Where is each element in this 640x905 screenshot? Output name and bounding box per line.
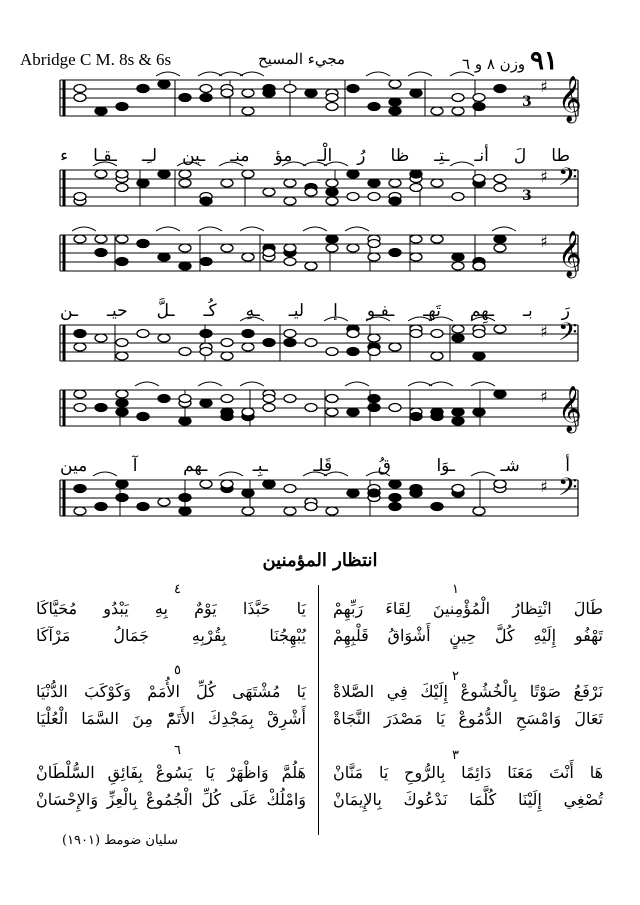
note-head [74, 390, 86, 398]
note-head [242, 107, 254, 115]
note-head [326, 94, 338, 102]
slur [156, 72, 180, 76]
note-head [221, 339, 233, 347]
note-head [242, 489, 254, 497]
note-head [95, 334, 107, 342]
note-head [410, 253, 422, 261]
note-head [179, 179, 191, 187]
note-head [347, 330, 359, 338]
note-head [95, 170, 107, 178]
note-head [494, 175, 506, 183]
note-head [410, 89, 422, 97]
note-head [95, 107, 107, 115]
note-head [431, 235, 443, 243]
clef-icon: 𝄢 [558, 318, 578, 353]
note-head [305, 339, 317, 347]
slur [72, 227, 96, 231]
slur [408, 72, 432, 76]
note-head [221, 89, 233, 97]
lyric-syllable: ـقـا [93, 146, 117, 166]
lyric-syllable: آ [132, 456, 138, 476]
lyric-line-3 [60, 456, 570, 476]
lyric-syllable: ـفـو [366, 301, 395, 321]
lyric-syllable: رُ [357, 146, 366, 166]
note-head [284, 395, 296, 403]
note-head [452, 262, 464, 270]
note-head [200, 399, 212, 407]
note-head [284, 85, 296, 93]
time-signature-icon: 3 [522, 188, 532, 204]
note-head [389, 179, 401, 187]
key-signature-sharp-icon: ♯ [540, 477, 548, 496]
note-head [284, 258, 296, 266]
lyric-syllable: إ [333, 301, 338, 321]
note-head [347, 408, 359, 416]
note-head [389, 343, 401, 351]
note-head [242, 170, 254, 178]
note-head [158, 334, 170, 342]
note-head [305, 262, 317, 270]
note-head [410, 235, 422, 243]
note-head [326, 507, 338, 515]
lyric-line-1 [60, 146, 570, 166]
key-signature-sharp-icon: ♯ [540, 387, 548, 406]
note-head [242, 253, 254, 261]
verse-2 [333, 678, 603, 732]
note-head [452, 485, 464, 493]
note-head [473, 262, 485, 270]
note-head [179, 494, 191, 502]
lyric-syllable: أ [565, 456, 570, 476]
note-head [116, 352, 128, 360]
note-head [347, 193, 359, 201]
verse-line: أَشْرِقْ بِمَجْدِكَ الأَتَمّْ مِنَ السَّمَا الْعُلْيَا [36, 709, 306, 728]
note-head [347, 348, 359, 356]
note-head [200, 330, 212, 338]
verse-line: نَرْفَعُ صَوْتًا بِالْخُشُوعْ إِلَيْكَ فِي الصَّلاةْ [333, 682, 603, 701]
note-head [284, 330, 296, 338]
clef-icon: 𝄞 [558, 76, 582, 122]
lyric-syllable: مين [60, 456, 88, 476]
note-head [410, 330, 422, 338]
verse-5 [36, 678, 306, 732]
verse-number-6: ٦ [174, 743, 181, 758]
note-head [242, 343, 254, 351]
lyric-syllable: ـتِـ [434, 146, 450, 166]
verse-number-3: ٣ [452, 748, 459, 763]
note-head [74, 235, 86, 243]
note-head [179, 395, 191, 403]
note-head [95, 249, 107, 257]
note-head [431, 179, 443, 187]
note-head [116, 494, 128, 502]
note-head [326, 348, 338, 356]
note-head [284, 507, 296, 515]
note-head [389, 404, 401, 412]
lyric-syllable: رَ [561, 301, 570, 321]
slur [135, 382, 159, 386]
note-head [74, 330, 86, 338]
note-head [137, 330, 149, 338]
time-signature-icon: 3 [522, 94, 532, 110]
lyric-syllable: الْـ [317, 146, 333, 166]
verse-line: هَلُمَّ وَاظْهَرْ يَا يَسُوعْ بِفَائِقِ السُّلْطَانْ [36, 763, 306, 782]
note-head [179, 262, 191, 270]
note-head [179, 417, 191, 425]
verse-number-4: ٤ [174, 582, 181, 597]
note-head [326, 188, 338, 196]
note-head [263, 480, 275, 488]
key-signature-sharp-icon: ♯ [540, 77, 548, 96]
verse-line: تُصْغِي إِلَيْنَا كُلَّمَا نَدْعُوكَ بِالإِيمَانْ [333, 790, 603, 809]
lyric-syllable: حيـ [107, 301, 128, 321]
note-head [473, 94, 485, 102]
note-head [431, 330, 443, 338]
note-head [200, 85, 212, 93]
note-head [158, 498, 170, 506]
note-head [410, 413, 422, 421]
note-head [494, 390, 506, 398]
slur [240, 72, 264, 76]
note-head [326, 103, 338, 111]
note-head [74, 193, 86, 201]
note-head [452, 325, 464, 333]
lyric-syllable: ـن [60, 301, 78, 321]
hymn-title: مجيء المسيح [258, 50, 346, 68]
verse-line: يَا مُشْتَهَى كُلِّ الأُمَمْ وَكَوْكَبَ الدُّنْيَا [36, 682, 306, 701]
note-head [494, 244, 506, 252]
note-head [431, 107, 443, 115]
slur [345, 227, 369, 231]
lyric-syllable: ـهِم [469, 301, 494, 321]
note-head [452, 94, 464, 102]
note-head [473, 507, 485, 515]
slur [408, 382, 432, 386]
note-head [242, 330, 254, 338]
note-head [116, 170, 128, 178]
note-head [326, 244, 338, 252]
note-head [473, 408, 485, 416]
note-head [452, 417, 464, 425]
note-head [179, 507, 191, 515]
note-head [116, 184, 128, 192]
note-head [137, 179, 149, 187]
note-head [242, 89, 254, 97]
note-head [284, 197, 296, 205]
note-head [305, 503, 317, 511]
note-head [200, 480, 212, 488]
lyric-syllable: قَلـ [313, 456, 333, 476]
note-head [221, 352, 233, 360]
note-head [326, 197, 338, 205]
note-head [74, 85, 86, 93]
note-head [326, 408, 338, 416]
note-head [305, 89, 317, 97]
note-head [116, 103, 128, 111]
note-head [305, 188, 317, 196]
note-head [179, 244, 191, 252]
clef-icon: 𝄞 [558, 386, 582, 432]
note-head [242, 408, 254, 416]
note-head [326, 395, 338, 403]
section-title: انتظار المؤمنين [262, 550, 378, 571]
note-head [410, 489, 422, 497]
lyric-syllable: بـ [523, 301, 533, 321]
note-head [221, 413, 233, 421]
verse-number-1: ١ [452, 582, 459, 597]
note-head [347, 489, 359, 497]
note-head [284, 244, 296, 252]
slur [303, 227, 327, 231]
note-head [347, 244, 359, 252]
note-head [368, 395, 380, 403]
verse-line: تَعَالَ وَامْسَحِ الدُّمُوعْ يَا مَصْدَرَ النَّجَاةْ [333, 709, 603, 728]
note-head [158, 395, 170, 403]
verse-line: يَا حَبَّذَا يَوْمٌ بِهِ يَبْدُو مُحَيَّاكَا [36, 599, 306, 618]
note-head [410, 184, 422, 192]
note-head [347, 170, 359, 178]
note-head [95, 235, 107, 243]
note-head [221, 480, 233, 488]
lyric-syllable: لـِـ [141, 146, 158, 166]
note-head [179, 348, 191, 356]
note-head [263, 89, 275, 97]
lyric-syllable: ظا [390, 146, 410, 166]
verse-line: هَا أَنْتَ مَعَنَا دَائِمًا بِالرُّوحِ يَا مَنَّانْ [333, 763, 603, 782]
note-head [74, 485, 86, 493]
note-head [431, 503, 443, 511]
verse-1 [333, 595, 603, 649]
note-head [326, 179, 338, 187]
note-head [368, 404, 380, 412]
note-head [431, 352, 443, 360]
verse-line: يُبْهِجُنَا بِقُرْبِهِ جَمَالُ مَرْآكَا [36, 626, 306, 645]
verse-line: طَالَ انْتِظارُ الْمُؤْمِنينَ لِقَاءَ رَبِّهِمْ [333, 599, 603, 618]
note-head [179, 94, 191, 102]
lyric-syllable: ـين [182, 146, 206, 166]
note-head [326, 235, 338, 243]
note-head [200, 258, 212, 266]
slur [156, 227, 180, 231]
note-head [452, 193, 464, 201]
note-head [221, 244, 233, 252]
lyric-syllable: ـبِـ [252, 456, 268, 476]
note-head [410, 170, 422, 178]
verse-4 [36, 595, 306, 649]
meter-arabic: وزن ٨ و ٦ [462, 55, 526, 73]
tune-meter: Abridge C M. 8s & 6s [20, 50, 172, 69]
note-head [263, 395, 275, 403]
lyric-syllable: ـوَا [436, 456, 455, 476]
note-head [200, 94, 212, 102]
lyric-syllable: منـ [230, 146, 250, 166]
note-head [95, 503, 107, 511]
note-head [137, 503, 149, 511]
note-head [284, 485, 296, 493]
verse-number-5: ٥ [174, 663, 181, 678]
slur [366, 72, 390, 76]
note-head [473, 103, 485, 111]
note-head [494, 85, 506, 93]
note-head [494, 325, 506, 333]
lyric-syllable: ـهِ [245, 301, 260, 321]
lyric-syllable: كُـ [203, 301, 217, 321]
note-head [452, 253, 464, 261]
note-head [473, 330, 485, 338]
note-head [116, 235, 128, 243]
verse-number-2: ٢ [452, 669, 459, 684]
slur [429, 382, 453, 386]
author-credit: سليان ضومط (١٩٠١) [62, 833, 179, 848]
clef-icon: 𝄢 [558, 163, 578, 198]
note-head [116, 390, 128, 398]
key-signature-sharp-icon: ♯ [540, 322, 548, 341]
lyric-line-2 [60, 301, 570, 321]
note-head [74, 343, 86, 351]
note-head [263, 339, 275, 347]
note-head [137, 85, 149, 93]
lyric-syllable: لَ [513, 146, 527, 166]
lyric-syllable: تَهـ [423, 301, 441, 321]
note-head [221, 179, 233, 187]
slur [450, 72, 474, 76]
note-head [116, 408, 128, 416]
note-head [95, 404, 107, 412]
note-head [452, 107, 464, 115]
lyric-syllable: أنـ [474, 146, 489, 166]
note-head [158, 80, 170, 88]
note-head [158, 253, 170, 261]
clef-icon: 𝄢 [558, 473, 578, 508]
note-head [368, 334, 380, 342]
slur [492, 227, 516, 231]
verse-3 [333, 759, 603, 813]
note-head [494, 184, 506, 192]
slur [198, 382, 222, 386]
note-head [389, 480, 401, 488]
note-head [74, 507, 86, 515]
note-head [116, 399, 128, 407]
note-head [368, 348, 380, 356]
slur [198, 72, 222, 76]
page-number: ٩١ [529, 46, 558, 76]
lyric-syllable: طا [551, 146, 570, 166]
note-head [452, 334, 464, 342]
note-head [284, 339, 296, 347]
lyric-syllable: مؤ [274, 146, 293, 166]
lyric-syllable: ـهم [183, 456, 208, 476]
note-head [368, 240, 380, 248]
note-head [368, 193, 380, 201]
note-head [368, 179, 380, 187]
key-signature-sharp-icon: ♯ [540, 232, 548, 251]
note-head [221, 395, 233, 403]
note-head [242, 507, 254, 515]
note-head [179, 170, 191, 178]
note-head [389, 249, 401, 257]
verse-line: وَامْلُكْ عَلَى كُلِّ الْجُمُوعْ بِالْعِزِّ وَالإِحْسَانْ [36, 790, 306, 809]
slur [219, 72, 243, 76]
note-head [494, 235, 506, 243]
lyric-syllable: شـ [500, 456, 520, 476]
column-divider [318, 585, 319, 835]
slur [240, 382, 264, 386]
note-head [368, 489, 380, 497]
verse-line: تَهْفُو إِلَيْهِ كُلَّ حِينٍ أَشْوَاقُ قَلْبِهِمْ [333, 626, 603, 645]
note-head [431, 413, 443, 421]
note-head [473, 352, 485, 360]
note-head [389, 98, 401, 106]
clef-icon: 𝄞 [558, 231, 582, 277]
note-head [389, 503, 401, 511]
lyric-syllable: ـلَّ [156, 301, 175, 321]
note-head [116, 258, 128, 266]
slur [471, 382, 495, 386]
note-head [284, 179, 296, 187]
note-head [368, 253, 380, 261]
note-head [389, 494, 401, 502]
slur [345, 382, 369, 386]
note-head [389, 107, 401, 115]
note-head [389, 80, 401, 88]
note-head [347, 85, 359, 93]
note-head [494, 480, 506, 488]
note-head [452, 408, 464, 416]
verse-6 [36, 759, 306, 813]
note-head [74, 404, 86, 412]
note-head [116, 339, 128, 347]
slur [240, 227, 264, 231]
note-head [389, 197, 401, 205]
note-head [158, 170, 170, 178]
note-head [116, 480, 128, 488]
note-head [137, 413, 149, 421]
note-head [368, 103, 380, 111]
note-head [200, 348, 212, 356]
note-head [263, 404, 275, 412]
note-head [200, 197, 212, 205]
lyric-syllable: قُ [377, 456, 391, 476]
slur [198, 227, 222, 231]
note-head [74, 94, 86, 102]
note-head [263, 188, 275, 196]
key-signature-sharp-icon: ♯ [540, 167, 548, 186]
note-head [305, 404, 317, 412]
lyric-syllable: ليـ [288, 301, 305, 321]
note-head [137, 240, 149, 248]
note-head [263, 249, 275, 257]
lyric-syllable: ء [60, 146, 69, 166]
note-head [473, 175, 485, 183]
